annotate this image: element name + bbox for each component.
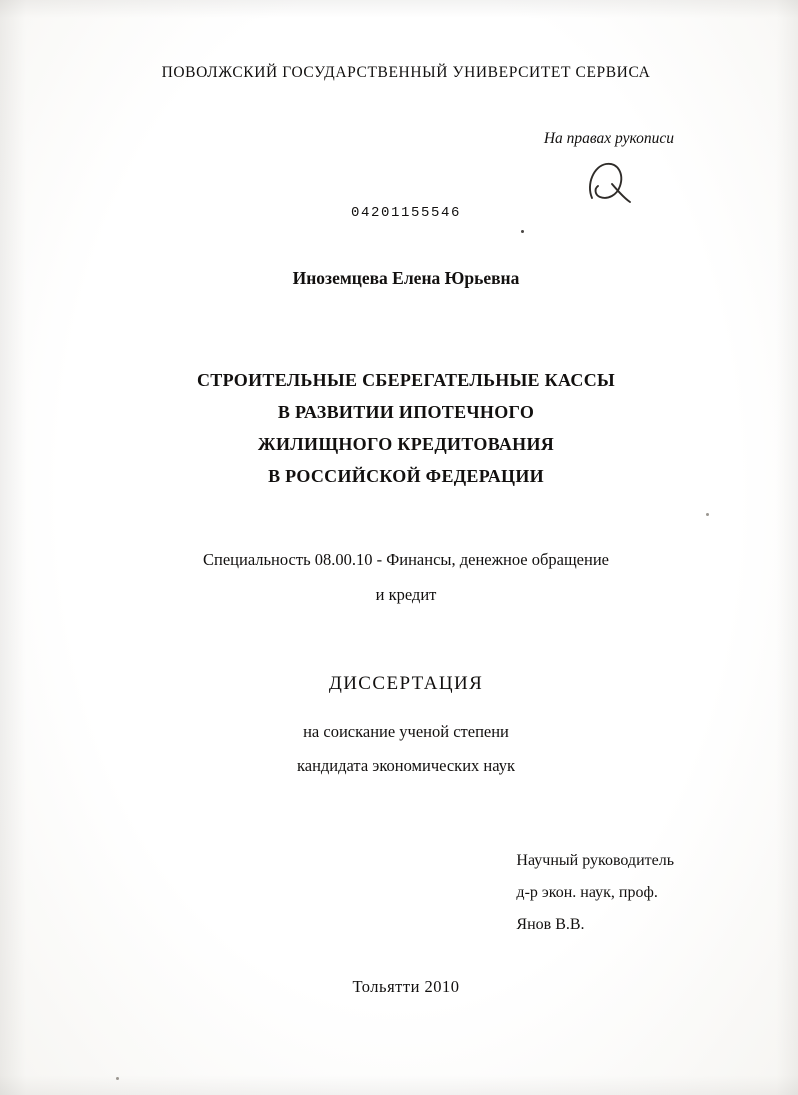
speciality-line-1: Специальность 08.00.10 - Финансы, денежное обращение (203, 550, 609, 569)
manuscript-note: На правах рукописи (543, 130, 674, 147)
page-edge-shade-right (776, 0, 798, 1095)
thesis-title-line-3: ЖИЛИЩНОГО КРЕДИТОВАНИЯ (257, 434, 555, 454)
city-and-year: Тольятти 2010 (352, 977, 460, 996)
page-edge-shade-left (0, 0, 26, 1095)
advisor-line-3: Янов В.В. (516, 916, 585, 933)
advisor-line-1: Научный руководитель (516, 852, 674, 869)
degree-line-2: кандидата экономических наук (296, 756, 515, 775)
speciality-block (96, 542, 716, 612)
registration-code: 04201155546 (350, 205, 461, 221)
work-type: ДИССЕРТАЦИЯ (328, 673, 484, 694)
degree-block (96, 715, 716, 783)
degree-line-1: на соискание ученой степени (303, 722, 509, 741)
thesis-title-line-2: В РАЗВИТИИ ИПОТЕЧНОГО (277, 402, 535, 422)
scan-artifact-speck (706, 513, 709, 516)
speciality-line-2: и кредит (375, 585, 437, 604)
thesis-title (96, 364, 716, 492)
thesis-title-line-1: СТРОИТЕЛЬНЫЕ СБЕРЕГАТЕЛЬНЫЕ КАССЫ (197, 370, 615, 390)
author-name: Иноземцева Елена Юрьевна (292, 268, 520, 288)
advisor-block (516, 845, 674, 941)
page-content (96, 0, 716, 1095)
handwritten-signature-icon (582, 158, 642, 204)
thesis-title-line-4: В РОССИЙСКОЙ ФЕДЕРАЦИИ (268, 466, 544, 486)
scan-artifact-dot (521, 230, 524, 233)
scan-artifact-speck (116, 1077, 119, 1080)
university-name: ПОВОЛЖСКИЙ ГОСУДАРСТВЕННЫЙ УНИВЕРСИТЕТ СЕРВИСА (161, 64, 651, 81)
advisor-line-2: д-р экон. наук, проф. (516, 884, 658, 901)
